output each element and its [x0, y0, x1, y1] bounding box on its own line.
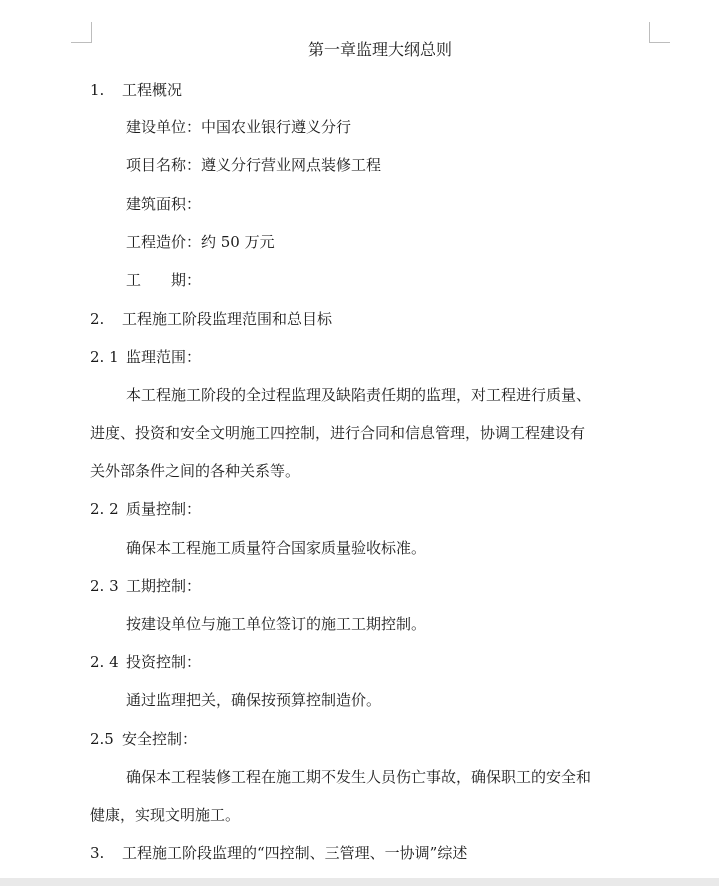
subsection-2-5-number: 2.5 — [90, 730, 114, 748]
section-3-heading: 工程施工阶段监理的“四控制、三管理、一协调”综述 — [122, 844, 468, 862]
duration-line: 工 期： — [126, 271, 202, 289]
subsection-2-2-number: 2. 2 — [90, 500, 119, 518]
subsection-2-1-heading: 监理范围： — [126, 348, 202, 366]
subsection-2-4-number: 2. 4 — [90, 653, 119, 671]
subsection-2-5-heading: 安全控制： — [122, 730, 198, 748]
building-area-line: 建筑面积： — [126, 195, 202, 213]
subsection-2-1-number: 2. 1 — [90, 348, 119, 366]
safety-paragraph-line-1: 确保本工程装修工程在施工期不发生人员伤亡事故，确保职工的安全和 — [126, 768, 592, 786]
scope-paragraph-line-2: 进度、投资和安全文明施工四控制，进行合同和信息管理，协调工程建设有 — [90, 424, 586, 442]
project-owner-line: 建设单位：中国农业银行遵义分行 — [126, 118, 352, 136]
section-1-number: 1. — [90, 81, 105, 99]
project-name-line: 项目名称：遵义分行营业网点装修工程 — [126, 156, 382, 174]
quality-paragraph: 确保本工程施工质量符合国家质量验收标准。 — [126, 539, 427, 557]
section-3-number: 3. — [90, 844, 105, 862]
safety-paragraph-line-2: 健康，实现文明施工。 — [90, 806, 241, 824]
page-bottom-shadow — [0, 878, 719, 886]
schedule-paragraph: 按建设单位与施工单位签订的施工工期控制。 — [126, 615, 427, 633]
project-cost-line: 工程造价：约 50 万元 — [126, 233, 275, 251]
section-1-heading: 工程概况 — [122, 81, 183, 99]
subsection-2-3-heading: 工期控制： — [126, 577, 202, 595]
scope-paragraph-line-3: 关外部条件之间的各种关系等。 — [90, 462, 301, 480]
subsection-2-4-heading: 投资控制： — [126, 653, 202, 671]
subsection-2-2-heading: 质量控制： — [126, 500, 202, 518]
section-2-heading: 工程施工阶段监理范围和总目标 — [122, 310, 333, 328]
section-2-number: 2. — [90, 310, 105, 328]
chapter-title: 第一章监理大纲总则 — [307, 40, 452, 59]
subsection-2-3-number: 2. 3 — [90, 577, 119, 595]
scope-paragraph-line-1: 本工程施工阶段的全过程监理及缺陷责任期的监理，对工程进行质量、 — [126, 386, 592, 404]
investment-paragraph: 通过监理把关，确保按预算控制造价。 — [126, 691, 382, 709]
